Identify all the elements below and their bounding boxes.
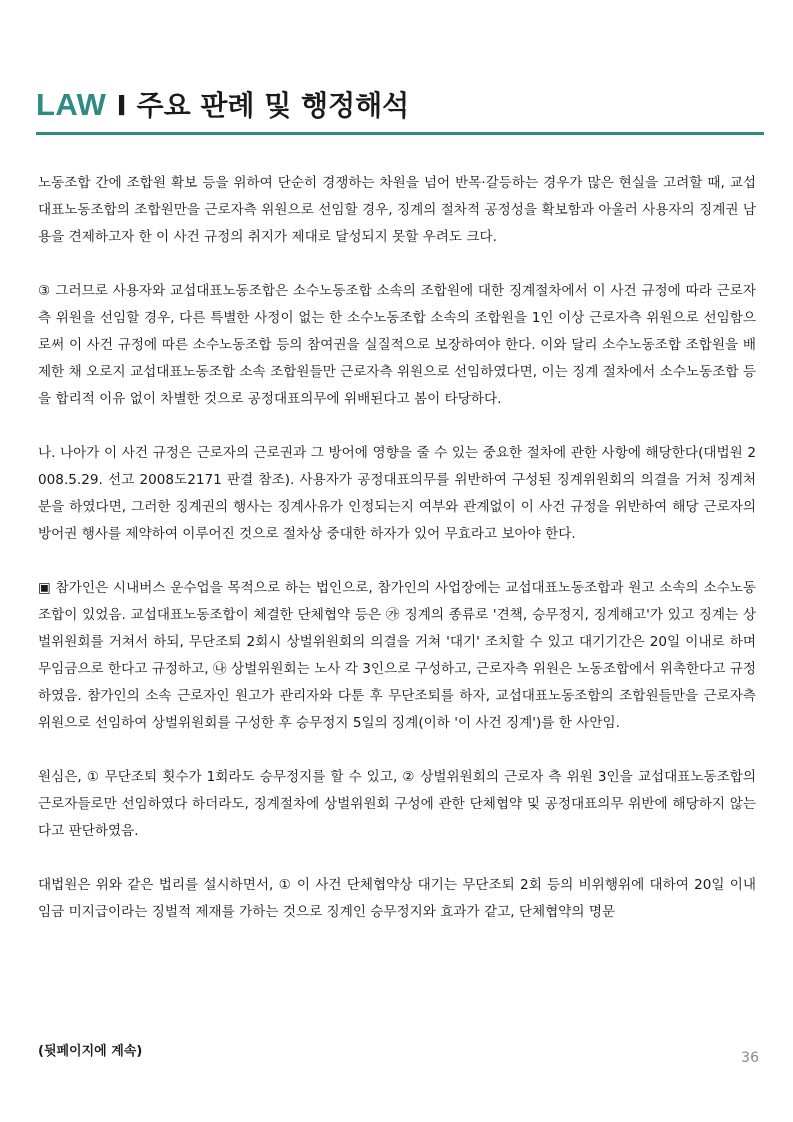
document-body: [38, 170, 756, 953]
paragraph: 나. 나아가 이 사건 규정은 근로자의 근로권과 그 방어에 영향을 줄 수 있는 중요한 절차에 관한 사항에 해당한다(대법원 2008.5.29. 선고 2008도2171 판결 참조). 사용자가 공정대표의무를 위반하여 구성된 징계위원회의 의결을 거쳐 징계처분을 하였다면, 그러한 징계권의 행사는 징계사유가 인정되는지 여부와 관계없이 이 사건 규정을 위반하여 해당 근로자의 방어권 행사를 제약하여 이루어진 것으로 절차상 중대한 하자가 있어 무효라고 보아야 한다.: [38, 445, 756, 542]
page-header: [36, 84, 764, 132]
paragraph: 대법원은 위와 같은 법리를 설시하면서, ① 이 사건 단체협약상 대기는 무단조퇴 2회 등의 비위행위에 대하여 20일 이내 임금 미지급이라는 징벌적 제재를 가하는 것으로 징계인 승무정지와 효과가 같고, 단체협약의 명문: [38, 877, 756, 920]
section-label: LAW: [36, 87, 107, 122]
paragraph: 원심은, ① 무단조퇴 횟수가 1회라도 승무정지를 할 수 있고, ② 상벌위원회의 근로자 측 위원 3인을 교섭대표노동조합의 근로자들로만 선임하였다 하더라도, 징계절차에 상벌위원회 구성에 관한 단체협약 및 공정대표의무 위반에 해당하지 않는다고 판단하였음.: [38, 769, 756, 839]
paragraph: 노동조합 간에 조합원 확보 등을 위하여 단순히 경쟁하는 차원을 넘어 반목·갈등하는 경우가 많은 현실을 고려할 때, 교섭대표노동조합의 조합원만을 근로자측 위원으로 선임할 경우, 징계의 절차적 공정성을 확보함과 아울러 사용자의 징계권 남용을 견제하고자 한 이 사건 규정의 취지가 제대로 달성되지 못할 우려도 크다.: [38, 175, 756, 245]
header-divider: [36, 132, 764, 135]
paragraph: ③ 그러므로 사용자와 교섭대표노동조합은 소수노동조합 소속의 조합원에 대한 징계절차에서 이 사건 규정에 따라 근로자측 위원을 선임할 경우, 다른 특별한 사정이 없는 한 소수노동조합 소속의 조합원을 1인 이상 근로자측 위원으로 선임함으로써 이 사건 규정에 따른 소수노동조합 등의 참여권을 실질적으로 보장하여야 한다. 이와 달리 소수노동조합 조합원을 배제한 채 오로지 교섭대표노동조합 소속 조합원들만 근로자측 위원으로 선임하였다면, 이는 징계 절차에서 소수노동조합 등을 합리적 이유 없이 차별한 것으로 공정대표의무에 위배된다고 봄이 타당하다.: [38, 283, 756, 407]
page-title: I 주요 판례 및 행정해석: [116, 89, 410, 122]
page-number: 36: [741, 1050, 759, 1066]
paragraph: ▣ 참가인은 시내버스 운수업을 목적으로 하는 법인으로, 참가인의 사업장에는 교섭대표노동조합과 원고 소속의 소수노동조합이 있었음. 교섭대표노동조합이 체결한 단체협약 등은 ㉮ 징계의 종류로 '견책, 승무정지, 징계해고'가 있고 징계는 상벌위원회를 거쳐서 하되, 무단조퇴 2회시 상벌위원회의 의결을 거쳐 '대기' 조치할 수 있고 대기기간은 20일 이내로 하며 무임금으로 한다고 규정하고, ㉯ 상벌위원회는 노사 각 3인으로 구성하고, 근로자측 위원은 노동조합에서 위촉한다고 규정하였음. 참가인의 소속 근로자인 원고가 관리자와 다툰 후 무단조퇴를 하자, 교섭대표노동조합의 조합원들만을 근로자측 위원으로 선임하여 상벌위원회를 구성한 후 승무정지 5일의 징계(이하 '이 사건 징계')를 한 사안임.: [38, 580, 756, 731]
continued-note: (뒷페이지에 계속): [38, 1044, 143, 1059]
